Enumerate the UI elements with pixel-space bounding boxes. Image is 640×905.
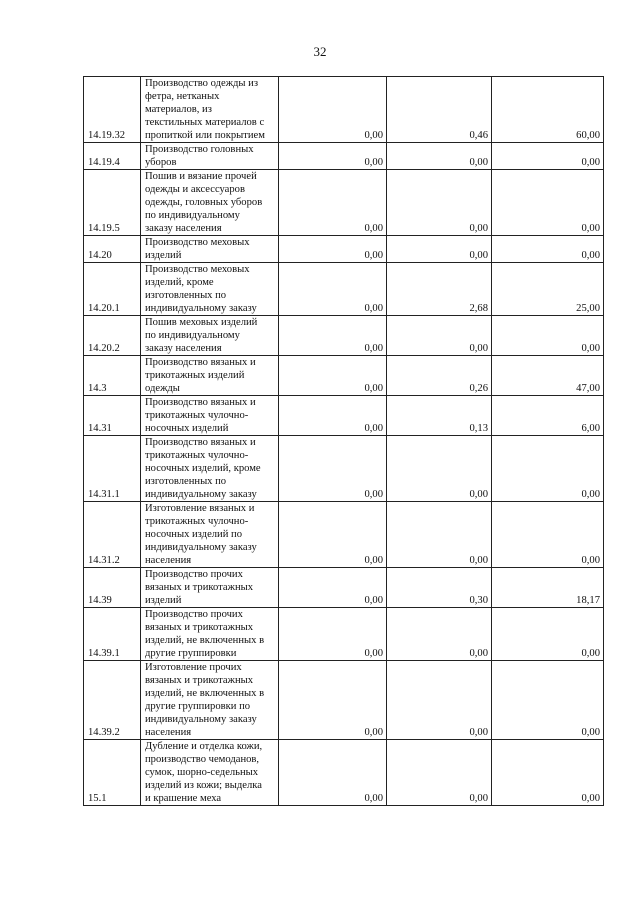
table-row [84,236,604,263]
row-value-v3: 0,00 [492,740,604,806]
row-name [141,316,279,356]
row-name-line: и крашение меха [145,793,222,804]
row-name-line: пропиткой или покрытием [145,130,265,141]
row-name-line: по индивидуальному [145,330,240,341]
row-code: 14.31.2 [84,502,141,568]
page-number: 32 [313,44,327,59]
row-name-line: индивидуальному заказу [145,489,257,500]
row-name [141,236,279,263]
row-value-v3: 25,00 [492,263,604,316]
row-value-v3: 0,00 [492,170,604,236]
row-name-line: носочных изделий по [145,529,243,540]
row-code: 14.39.2 [84,661,141,740]
row-value-v3: 0,00 [492,316,604,356]
row-name-line: трикотажных чулочно- [145,450,249,461]
table-row [84,170,604,236]
row-name-line: изделий из кожи; выделка [145,780,262,791]
row-value-v1: 0,00 [279,661,387,740]
row-name [141,661,279,740]
row-name-line: Производство вязаных и [145,437,256,448]
row-value-v2: 0,46 [387,77,492,143]
row-name [141,740,279,806]
table-row [84,608,604,661]
row-name [141,263,279,316]
table-row [84,143,604,170]
row-value-v1: 0,00 [279,236,387,263]
row-value-v1: 0,00 [279,263,387,316]
table-row [84,436,604,502]
row-code: 14.19.4 [84,143,141,170]
row-name-line: Производство прочих [145,609,243,620]
row-value-v3: 6,00 [492,396,604,436]
row-name-line: Пошив и вязание прочей [145,171,257,182]
table-row [84,502,604,568]
row-name-line: по индивидуальному [145,210,240,221]
row-value-v2: 0,00 [387,740,492,806]
row-code: 14.39.1 [84,608,141,661]
row-name-line: заказу населения [145,223,222,234]
row-value-v2: 0,00 [387,236,492,263]
row-value-v2: 2,68 [387,263,492,316]
row-name [141,568,279,608]
table-row [84,396,604,436]
row-name-line: Производство одежды из [145,78,259,89]
row-name-line: вязаных и трикотажных [145,675,254,686]
row-name-line: Производство меховых [145,264,250,275]
row-value-v3: 47,00 [492,356,604,396]
row-name-line: изделий, не включенных в [145,635,265,646]
table-row [84,661,604,740]
row-code: 14.20.2 [84,316,141,356]
row-name-line: уборов [145,157,177,168]
row-value-v3: 0,00 [492,436,604,502]
row-name-line: изделий, не включенных в [145,688,265,699]
table-row [84,568,604,608]
row-name [141,356,279,396]
row-value-v2: 0,00 [387,436,492,502]
row-value-v1: 0,00 [279,316,387,356]
row-value-v2: 0,00 [387,502,492,568]
row-name-line: индивидуальному заказу [145,542,257,553]
row-value-v1: 0,00 [279,608,387,661]
row-value-v1: 0,00 [279,568,387,608]
row-name [141,396,279,436]
row-name-line: текстильных материалов с [145,117,265,128]
row-name-line: изготовленных по [145,476,227,487]
row-name-line: изготовленных по [145,290,227,301]
row-code: 14.20 [84,236,141,263]
table-row [84,740,604,806]
row-name-line: трикотажных чулочно- [145,410,249,421]
row-value-v1: 0,00 [279,436,387,502]
row-name-line: Производство вязаных и [145,397,256,408]
row-name-line: материалов, из [145,104,212,115]
row-value-v1: 0,00 [279,740,387,806]
row-name [141,502,279,568]
row-code: 14.39 [84,568,141,608]
row-code: 14.20.1 [84,263,141,316]
row-name-line: Производство прочих [145,569,243,580]
row-name-line: изделий, кроме [145,277,214,288]
row-code: 14.3 [84,356,141,396]
row-name-line: вязаных и трикотажных [145,622,254,633]
row-name [141,143,279,170]
row-name-line: индивидуальному заказу [145,714,257,725]
row-value-v3: 0,00 [492,661,604,740]
row-value-v2: 0,26 [387,356,492,396]
row-value-v2: 0,00 [387,143,492,170]
table-body [84,77,604,806]
row-name-line: другие группировки по [145,701,251,712]
row-name-line: изделий [145,250,182,261]
row-code: 14.31 [84,396,141,436]
row-value-v1: 0,00 [279,77,387,143]
row-value-v1: 0,00 [279,502,387,568]
row-value-v3: 0,00 [492,236,604,263]
row-value-v1: 0,00 [279,356,387,396]
row-name-line: Изготовление вязаных и [145,503,255,514]
row-name-line: индивидуальному заказу [145,303,257,314]
row-name-line: заказу населения [145,343,222,354]
row-name-line: одежды и аксессуаров [145,184,245,195]
row-name [141,608,279,661]
row-value-v2: 0,00 [387,661,492,740]
row-value-v2: 0,13 [387,396,492,436]
row-name-line: другие группировки [145,648,237,659]
row-name-line: одежды [145,383,180,394]
row-name-line: Производство головных [145,144,254,155]
row-name-line: населения [145,727,192,738]
row-name [141,436,279,502]
row-value-v2: 0,30 [387,568,492,608]
data-table [83,76,604,806]
row-name-line: носочных изделий [145,423,229,434]
row-value-v2: 0,00 [387,316,492,356]
row-value-v1: 0,00 [279,170,387,236]
row-value-v1: 0,00 [279,396,387,436]
row-name-line: носочных изделий, кроме [145,463,261,474]
row-name-line: Дубление и отделка кожи, [145,741,263,752]
row-name-line: Пошив меховых изделий [145,317,258,328]
row-value-v2: 0,00 [387,170,492,236]
row-value-v3: 0,00 [492,143,604,170]
row-name-line: трикотажных изделий [145,370,245,381]
row-code: 14.31.1 [84,436,141,502]
row-name-line: изделий [145,595,182,606]
row-code: 14.19.5 [84,170,141,236]
row-name-line: трикотажных чулочно- [145,516,249,527]
table-row [84,77,604,143]
table-row [84,263,604,316]
row-value-v3: 0,00 [492,502,604,568]
row-code: 14.19.32 [84,77,141,143]
row-name-line: населения [145,555,192,566]
row-value-v3: 60,00 [492,77,604,143]
row-name-line: одежды, головных уборов [145,197,263,208]
table-row [84,316,604,356]
row-value-v1: 0,00 [279,143,387,170]
row-code: 15.1 [84,740,141,806]
row-name-line: фетра, нетканых [145,91,220,102]
row-value-v3: 18,17 [492,568,604,608]
row-name-line: производство чемоданов, [145,754,260,765]
row-name-line: сумок, шорно-седельных [145,767,259,778]
row-name-line: Производство меховых [145,237,250,248]
table-row [84,356,604,396]
row-name-line: вязаных и трикотажных [145,582,254,593]
row-value-v3: 0,00 [492,608,604,661]
row-value-v2: 0,00 [387,608,492,661]
row-name [141,77,279,143]
row-name [141,170,279,236]
row-name-line: Производство вязаных и [145,357,256,368]
row-name-line: Изготовление прочих [145,662,242,673]
